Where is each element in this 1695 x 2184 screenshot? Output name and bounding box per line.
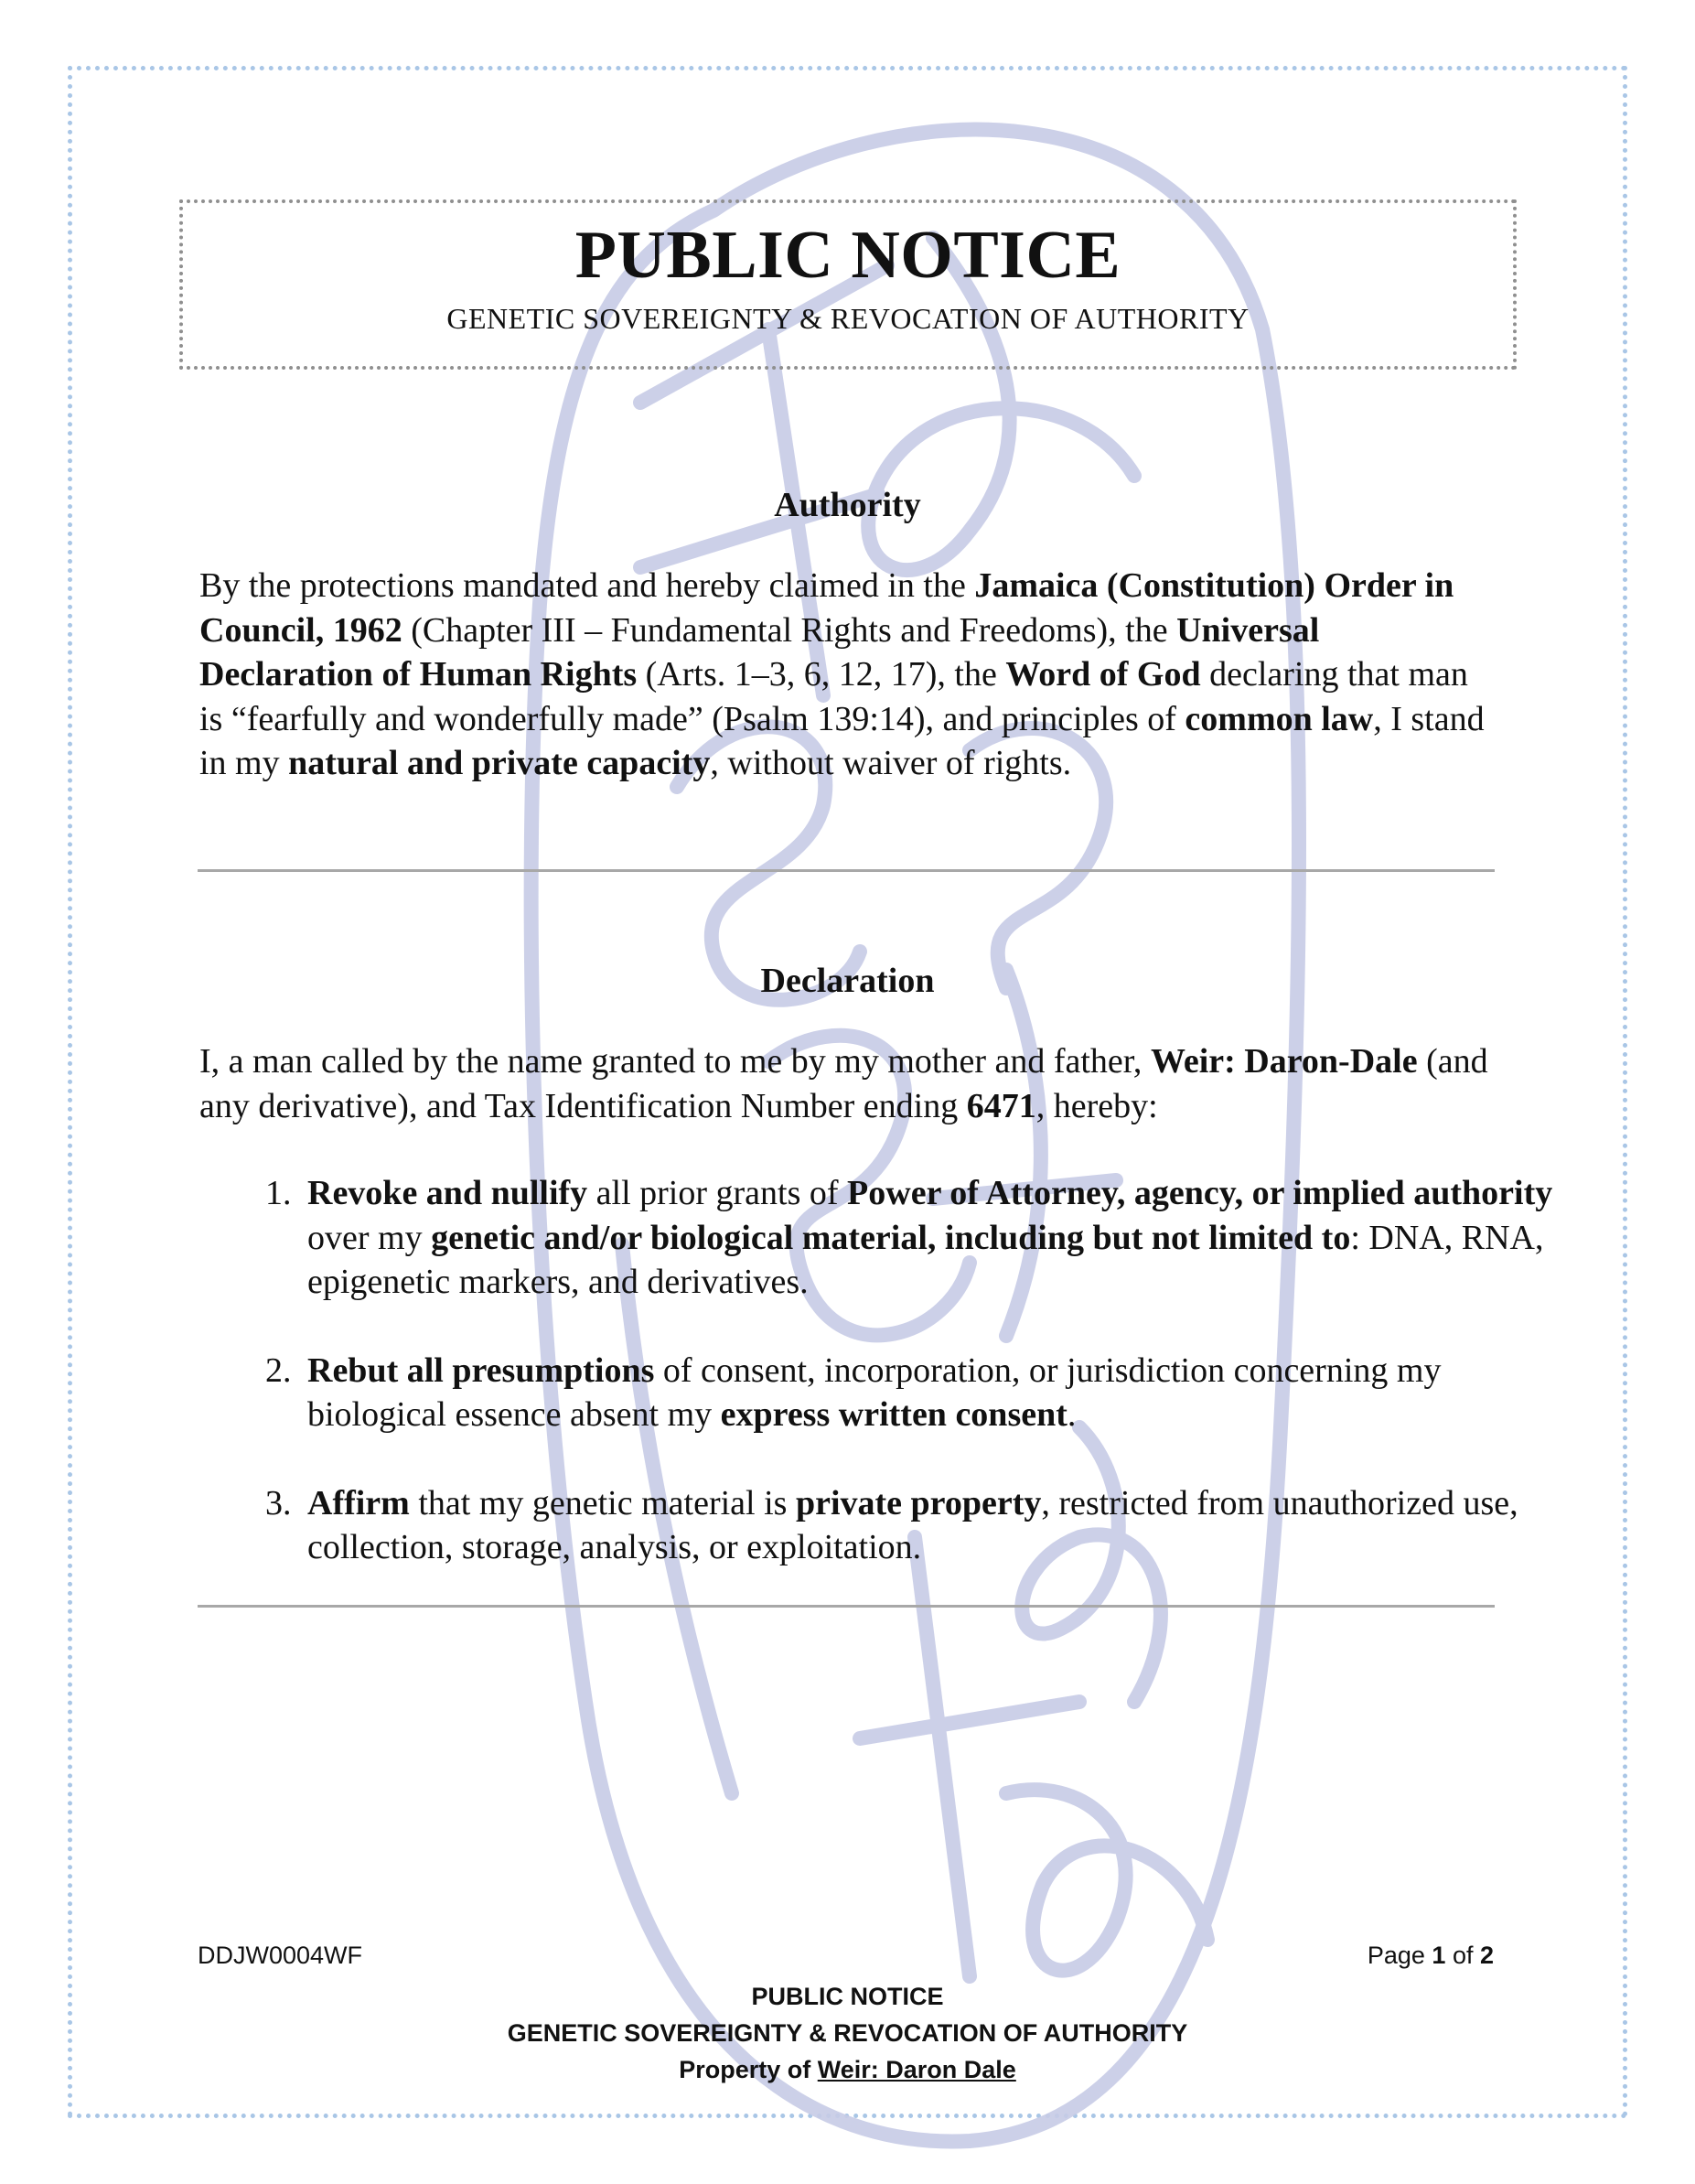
- declaration-heading: Declaration: [760, 962, 935, 1000]
- page-title: PUBLIC NOTICE: [574, 218, 1121, 293]
- footer: [0, 1978, 1695, 2088]
- page-number: Page 1 of 2: [1367, 1942, 1494, 1969]
- list-item: 3. Affirm that my genetic material is private property, restricted from unauthorized use, collection, storage, analysis, or exploitation.: [300, 1481, 1553, 1570]
- document-code: DDJW0004WF: [198, 1942, 363, 1969]
- owner-name: Weir: Daron Dale: [817, 2056, 1016, 2083]
- authority-heading: Authority: [774, 486, 921, 524]
- declaration-list: [247, 1171, 1553, 1614]
- footer-title: PUBLIC NOTICE: [751, 1983, 944, 2010]
- list-item: 1. Revoke and nullify all prior grants of Power of Attorney, agency, or implied authority over my genetic and/or biological material, including but not limited to: DNA, RNA, epigenetic markers, and derivatives.: [300, 1171, 1553, 1305]
- authority-paragraph: By the protections mandated and hereby claimed in the Jamaica (Constitution) Order in Council, 1962 (Chapter III – Fundamental Rights and Freedoms), the Universal Declaration of Human Rights (Arts. 1–3, 6, 12, 17), the Word of God declaring that man is “fearfully and wonderfully made” (Psalm 139:14), and principles of common law, I stand in my natural and private capacity, without waiver of rights.: [199, 566, 1485, 782]
- declaration-paragraph: I, a man called by the name granted to me by my mother and father, Weir: Daron-Dale (and any derivative), and Tax Identification Number ending 6471, hereby:: [199, 1042, 1488, 1125]
- section-divider: [198, 869, 1495, 872]
- footer-property: Property of Weir: Daron Dale: [679, 2056, 1016, 2083]
- footer-subtitle: GENETIC SOVEREIGNTY & REVOCATION OF AUTHORITY: [507, 2019, 1188, 2047]
- list-item: 2. Rebut all presumptions of consent, incorporation, or jurisdiction concerning my biological essence absent my express written consent.: [300, 1349, 1553, 1437]
- title-box: [179, 199, 1517, 370]
- section-divider: [198, 1605, 1495, 1608]
- page-subtitle: GENETIC SOVEREIGNTY & REVOCATION OF AUTHORITY: [446, 302, 1250, 335]
